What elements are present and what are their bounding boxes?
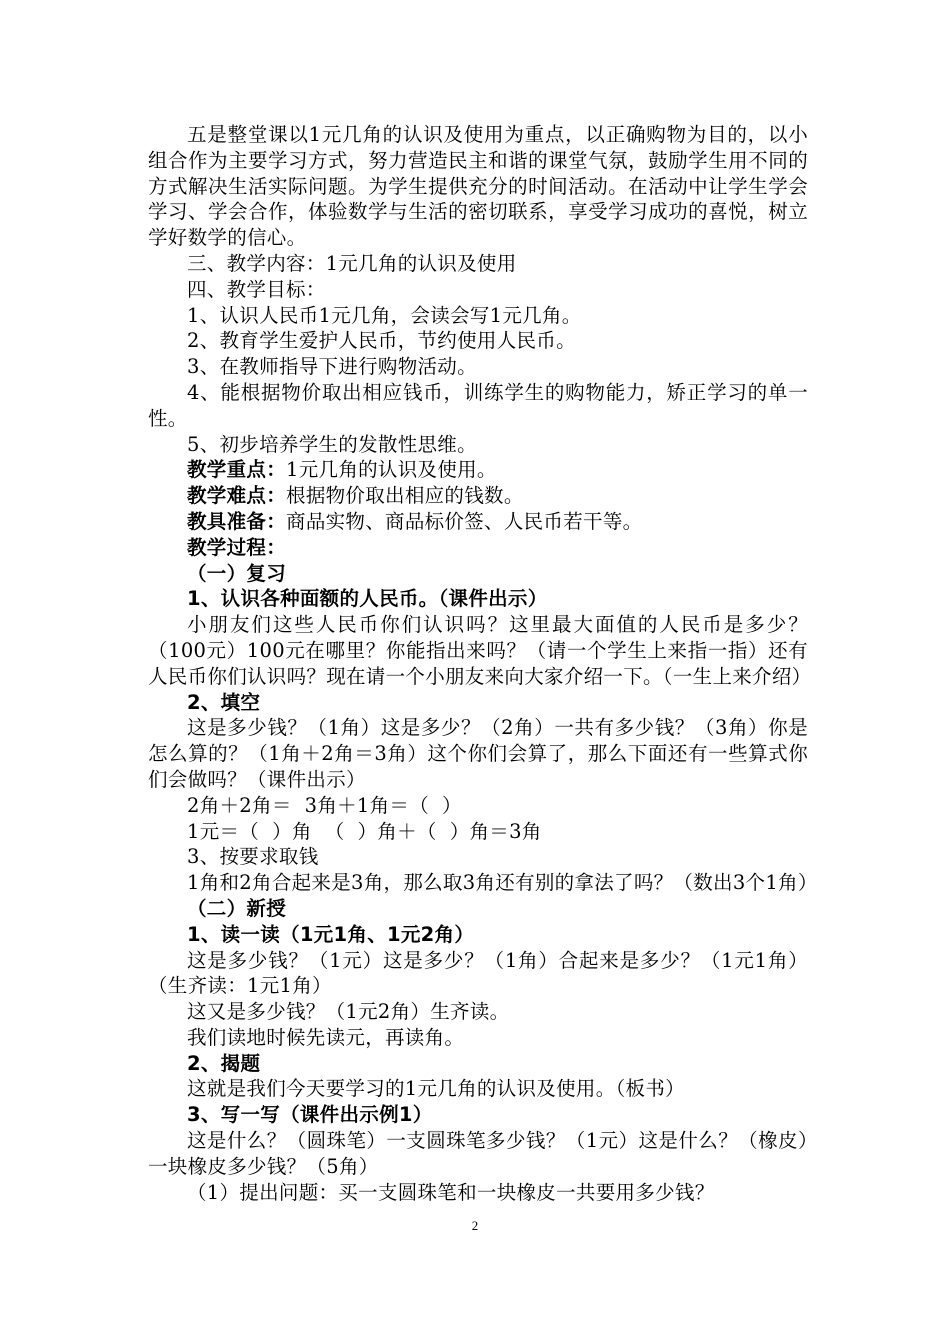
difficulty-line: [148, 483, 808, 509]
materials-line: [148, 509, 808, 535]
key-point-text: 1元几角的认识及使用。: [286, 458, 497, 482]
paragraph-reveal-topic: 这就是我们今天要学习的1元几角的认识及使用。（板书）: [187, 1077, 685, 1101]
page-number: 2: [471, 1218, 479, 1233]
heading-teaching-goals: 四、教学目标：: [187, 277, 326, 301]
materials-text: 商品实物、商品标价签、人民币若干等。: [286, 509, 643, 533]
heading-take-money: 3、按要求取钱: [187, 845, 319, 869]
goal-item-2: 2、教育学生爱护人民币，节约使用人民币。: [187, 329, 576, 353]
document-body: [148, 122, 818, 1205]
heading-write: 3、写一写（课件出示例1）: [187, 1103, 433, 1127]
heading-recognize-currency: 1、认识各种面额的人民币。（课件出示）: [187, 587, 548, 611]
goal-item-5: 5、初步培养学生的发散性思维。: [187, 432, 477, 456]
heading-reveal-topic: 2、揭题: [187, 1051, 261, 1075]
difficulty-text: 根据物价取出相应的钱数。: [286, 484, 524, 508]
paragraph-read-2: 这又是多少钱？（1元2角）生齐读。: [187, 1000, 510, 1024]
paragraph-write-1: 这是什么？（圆珠笔）一支圆珠笔多少钱？（1元）这是什么？（橡皮）一块橡皮多少钱？（5角）: [148, 1129, 808, 1178]
paragraph-intro: 五是整堂课以1元几角的认识及使用为重点，以正确购物为目的，以小组合作为主要学习方式，努力营造民主和谐的课堂气氛，鼓励学生用不同的方式解决生活实际问题。为学生提供充分的时间活动。在活动中让学生学会学习、学会合作，体验数学与生活的密切联系，享受学习成功的喜悦，树立学好数学的信心。: [148, 123, 808, 250]
difficulty-label: 教学难点：: [187, 484, 287, 508]
goal-item-1: 1、认识人民币1元几角，会读会写1元几角。: [187, 303, 582, 327]
goal-item-3: 3、在教师指导下进行购物活动。: [187, 355, 477, 379]
paragraph-read-1: 这是多少钱？（1元）这是多少？（1角）合起来是多少？（1元1角）（生齐读：1元1角）: [148, 948, 808, 998]
heading-read: 1、读一读（1元1角、1元2角）: [187, 922, 475, 946]
key-point-label: 教学重点：: [187, 458, 287, 482]
key-point-line: [148, 457, 808, 483]
goal-item-4: 4、能根据物价取出相应钱币，训练学生的购物能力，矫正学习的单一性。: [148, 380, 808, 430]
heading-review: （一）复习: [187, 561, 287, 585]
paragraph-fill-blank: 这是多少钱？（1角）这是多少？（2角）一共有多少钱？（3角）你是怎么算的？（1角＋2角＝3角）这个你们会算了，那么下面还有一些算式你们会做吗？（课件出示）: [148, 716, 808, 791]
heading-new-lesson: （二）新授: [187, 896, 287, 920]
paragraph-write-2: （1）提出问题：买一支圆珠笔和一块橡皮一共要用多少钱？: [187, 1180, 715, 1204]
equation-line-1: 2角＋2角＝ 3角＋1角＝（ ）: [187, 793, 462, 817]
heading-teaching-process: 教学过程：: [187, 535, 287, 559]
heading-fill-blank: 2、填空: [187, 690, 261, 714]
heading-teaching-content: 三、教学内容：1元几角的认识及使用: [187, 251, 517, 275]
paragraph-take-money: 1角和2角合起来是3角，那么取3角还有别的拿法了吗？（数出3个1角）: [187, 871, 818, 895]
paragraph-read-3: 我们读地时候先读元，再读角。: [187, 1025, 465, 1049]
materials-label: 教具准备：: [187, 509, 287, 533]
paragraph-recognize-currency: 小朋友们这些人民币你们认识吗？这里最大面值的人民币是多少？（100元）100元在哪里？你能指出来吗？（请一个学生上来指一指）还有人民币你们认识吗？现在请一个小朋友来向大家介绍一下。（一生上来介绍）: [148, 613, 812, 688]
equation-line-2: 1元＝（ ）角 （ ）角＋（ ）角＝3角: [187, 819, 542, 843]
